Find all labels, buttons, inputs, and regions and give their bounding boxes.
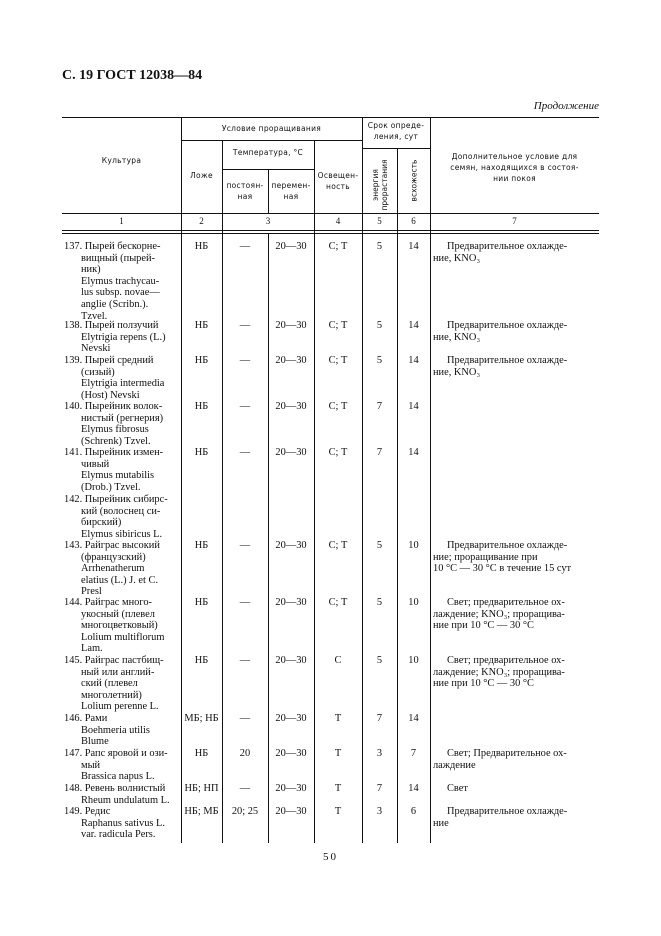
header-germination: всхожесть bbox=[409, 159, 419, 202]
lighting-cell: С; Т bbox=[328, 320, 348, 331]
bed-cell: НБ; НП bbox=[184, 783, 219, 794]
germination-cell: 14 bbox=[408, 401, 419, 412]
bed-cell: МБ; НБ bbox=[184, 713, 219, 724]
constant-temperature-cell: — bbox=[239, 320, 251, 331]
constant-temperature-cell: — bbox=[239, 540, 251, 551]
header-bed: Ложе bbox=[190, 171, 213, 180]
germination-cell: 6 bbox=[410, 806, 417, 817]
energy-cell: 3 bbox=[376, 806, 383, 817]
energy-cell: 5 bbox=[376, 540, 383, 551]
header-culture: Культура bbox=[101, 156, 142, 165]
lighting-cell: С; Т bbox=[328, 401, 348, 412]
header-additional: Дополнительное условие для семян, находящихся в состоя- нии покоя bbox=[450, 152, 579, 183]
additional-condition-cell: Предварительное охлажде- ние; проращивание при 10 °С — 30 °С в течение 15 сут bbox=[433, 540, 572, 575]
variable-temperature-cell: 20—30 bbox=[275, 355, 307, 366]
bed-cell: НБ bbox=[194, 447, 209, 458]
energy-cell: 7 bbox=[376, 447, 383, 458]
constant-temperature-cell: — bbox=[239, 401, 251, 412]
lighting-cell: Т bbox=[334, 713, 342, 724]
lighting-cell: С; Т bbox=[328, 241, 348, 252]
bed-cell: НБ bbox=[194, 320, 209, 331]
column-number: 6 bbox=[411, 216, 416, 226]
lighting-cell: С; Т bbox=[328, 597, 348, 608]
bed-cell: НБ bbox=[194, 655, 209, 666]
energy-cell: 5 bbox=[376, 655, 383, 666]
variable-temperature-cell: 20—30 bbox=[275, 540, 307, 551]
additional-condition-cell: Свет bbox=[447, 783, 468, 794]
page-number: 50 bbox=[323, 851, 338, 863]
culture-cell: 144. Райграс много- укосный (плевел многоцветковый) Lolium multiflorum Lam. bbox=[64, 597, 165, 655]
lighting-cell: Т bbox=[334, 783, 342, 794]
culture-cell: 138. Пырей ползучий Elytrigia repens (L.) Nevski bbox=[64, 320, 166, 355]
constant-temperature-cell: 20 bbox=[239, 748, 251, 759]
constant-temperature-cell: — bbox=[239, 655, 251, 666]
additional-condition-cell: Предварительное охлажде- ние, KNO₃ bbox=[433, 241, 568, 264]
variable-temperature-cell: 20—30 bbox=[275, 447, 307, 458]
header-temperature: Температура, °С bbox=[232, 148, 304, 157]
additional-condition-cell: Свет; Предварительное ох- лаждение bbox=[433, 748, 567, 771]
culture-cell: 139. Пырей средний (сизый) Elytrigia intermedia (Host) Nevski bbox=[64, 355, 165, 401]
additional-condition-cell: Предварительное охлажде- ние, KNO₃ bbox=[433, 320, 568, 343]
column-number: 4 bbox=[335, 216, 341, 226]
additional-condition-cell: Свет; предварительное ох- лаждение; KNO₃; проращива- ние при 10 °С — 30 °С bbox=[433, 597, 565, 632]
culture-cell: 146. Рами Boehmeria utilis Blume bbox=[64, 713, 150, 748]
variable-temperature-cell: 20—30 bbox=[275, 806, 307, 817]
energy-cell: 5 bbox=[376, 241, 383, 252]
culture-cell: 149. Редис Raphanus sativus L. var. radicula Pers. bbox=[64, 806, 165, 841]
bed-cell: НБ bbox=[194, 241, 209, 252]
culture-cell: 141. Пырейник измен- чивый Elymus mutabilis (Drob.) Tzvel. bbox=[64, 447, 164, 493]
additional-condition-cell: Предварительное охлажде- ние, KNO₃ bbox=[433, 355, 568, 378]
document-title: С. 19 ГОСТ 12038—84 bbox=[62, 68, 203, 83]
constant-temperature-cell: — bbox=[239, 597, 251, 608]
constant-temperature-cell: — bbox=[239, 355, 251, 366]
variable-temperature-cell: 20—30 bbox=[275, 401, 307, 412]
additional-condition-cell: Свет; предварительное ох- лаждение; KNO₃; проращива- ние при 10 °С — 30 °С bbox=[433, 655, 565, 690]
variable-temperature-cell: 20—30 bbox=[275, 597, 307, 608]
variable-temperature-cell: 20—30 bbox=[275, 748, 307, 759]
germination-cell: 14 bbox=[408, 320, 419, 331]
germination-cell: 14 bbox=[408, 713, 419, 724]
variable-temperature-cell: 20—30 bbox=[275, 655, 307, 666]
constant-temperature-cell: — bbox=[239, 713, 251, 724]
column-number: 2 bbox=[199, 216, 204, 226]
germination-cell: 10 bbox=[408, 597, 419, 608]
energy-cell: 7 bbox=[376, 713, 383, 724]
energy-cell: 7 bbox=[376, 401, 383, 412]
culture-cell: 142. Пырейник сибирс- кий (волоснец си- бирский) Elymus sibiricus L. bbox=[64, 494, 168, 540]
culture-cell: 147. Рапс яровой и ози- мый Brassica napus L. bbox=[64, 748, 168, 783]
germination-cell: 14 bbox=[408, 447, 419, 458]
variable-temperature-cell: 20—30 bbox=[275, 241, 307, 252]
bed-cell: НБ bbox=[194, 540, 209, 551]
variable-temperature-cell: 20—30 bbox=[275, 320, 307, 331]
culture-cell: 148. Ревень волнистый Rheum undulatum L. bbox=[64, 783, 170, 806]
header-lighting: Освещен- ность bbox=[317, 171, 359, 191]
lighting-cell: С; Т bbox=[328, 540, 348, 551]
variable-temperature-cell: 20—30 bbox=[275, 783, 307, 794]
lighting-cell: Т bbox=[334, 748, 342, 759]
culture-cell: 143. Райграс высокий (французский) Arrhenatherum elatius (L.) J. et C. Presl bbox=[64, 540, 160, 598]
germination-cell: 10 bbox=[408, 655, 419, 666]
constant-temperature-cell: — bbox=[239, 241, 251, 252]
germination-cell: 14 bbox=[408, 783, 419, 794]
bed-cell: НБ bbox=[194, 597, 209, 608]
header-variable: перемен- ная bbox=[271, 181, 311, 201]
constant-temperature-cell: 20; 25 bbox=[231, 806, 259, 817]
germination-cell: 10 bbox=[408, 540, 419, 551]
additional-condition-cell: Предварительное охлажде- ние bbox=[433, 806, 568, 829]
column-number: 1 bbox=[119, 216, 124, 226]
lighting-cell: Т bbox=[334, 806, 342, 817]
bed-cell: НБ bbox=[194, 401, 209, 412]
energy-cell: 5 bbox=[376, 355, 383, 366]
lighting-cell: С; Т bbox=[328, 355, 348, 366]
germination-cell: 14 bbox=[408, 241, 419, 252]
culture-cell: 140. Пырейник волок- нистый (регнерия) Elymus fibrosus (Schrenk) Tzvel. bbox=[64, 401, 164, 447]
lighting-cell: С; Т bbox=[328, 447, 348, 458]
germination-cell: 7 bbox=[410, 748, 417, 759]
energy-cell: 7 bbox=[376, 783, 383, 794]
column-number: 3 bbox=[265, 216, 271, 226]
header-energy: энергия прорастания bbox=[371, 159, 389, 211]
constant-temperature-cell: — bbox=[239, 783, 251, 794]
culture-cell: 145. Райграс пастбищ- ный или англий- ский (плевел многолетний) Lolium perenne L. bbox=[64, 655, 164, 713]
energy-cell: 5 bbox=[376, 320, 383, 331]
bed-cell: НБ; МБ bbox=[184, 806, 219, 817]
header-period: Срок опреде- ления, сут bbox=[367, 121, 425, 141]
header-germination-conditions: Условие проращивания bbox=[221, 124, 322, 133]
germination-cell: 14 bbox=[408, 355, 419, 366]
header-constant: постоян- ная bbox=[226, 181, 264, 201]
column-number: 5 bbox=[377, 216, 382, 226]
energy-cell: 5 bbox=[376, 597, 383, 608]
continuation-label: Продолжение bbox=[533, 100, 599, 112]
culture-cell: 137. Пырей бескорне- вищный (пырей- ник) Elymus trachycau- lus subsp. novae— anglie (Scribn.). Tzvel. bbox=[64, 241, 161, 322]
bed-cell: НБ bbox=[194, 355, 209, 366]
lighting-cell: С bbox=[334, 655, 342, 666]
constant-temperature-cell: — bbox=[239, 447, 251, 458]
bed-cell: НБ bbox=[194, 748, 209, 759]
variable-temperature-cell: 20—30 bbox=[275, 713, 307, 724]
energy-cell: 3 bbox=[376, 748, 383, 759]
column-number: 7 bbox=[512, 216, 517, 226]
